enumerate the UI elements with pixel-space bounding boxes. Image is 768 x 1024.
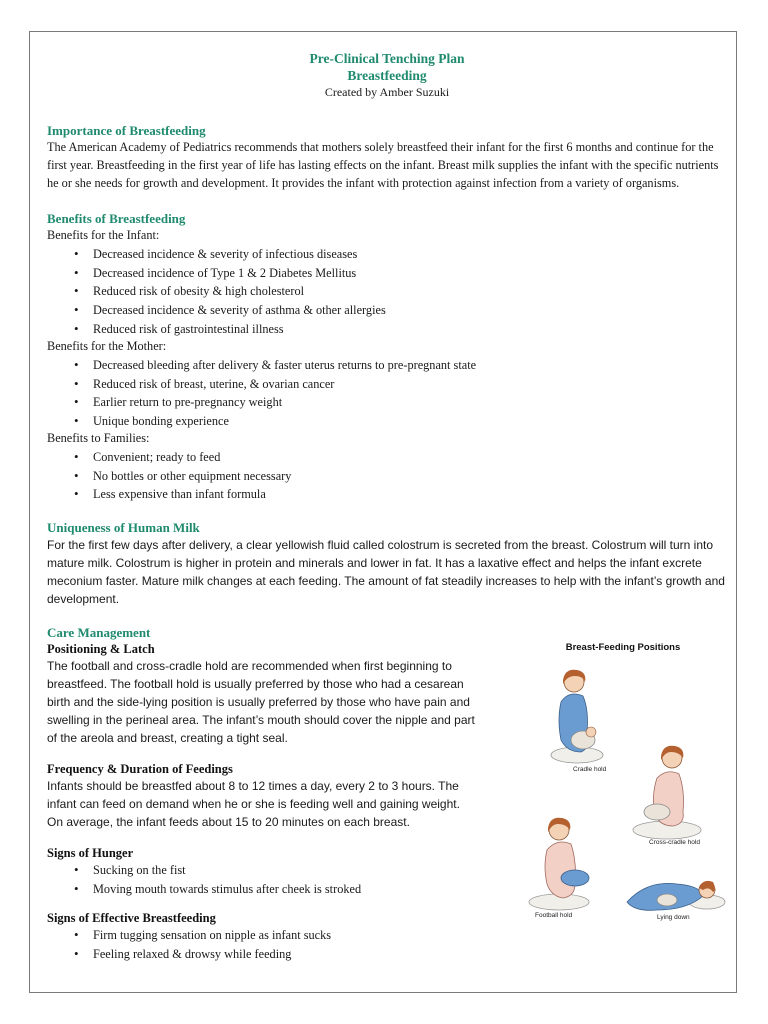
cross-cradle-hold-drawing (633, 746, 701, 839)
list-item: • No bottles or other equipment necessary (93, 467, 727, 486)
document-subtitle: Breastfeeding (347, 68, 427, 83)
hunger-signs-list (47, 861, 479, 898)
cradle-hold-caption: Cradle hold (573, 766, 607, 773)
benefits-families-label: Benefits to Families: (47, 431, 150, 446)
care-section (47, 641, 479, 963)
benefits-infant-label: Benefits for the Infant: (47, 228, 160, 243)
list-item: • Convenient; ready to feed (93, 448, 727, 467)
cross-cradle-hold-caption: Cross-cradle hold (649, 839, 700, 846)
list-item: • Decreased bleeding after delivery & faster uterus returns to pre-pregnant state (93, 356, 727, 375)
list-item: • Moving mouth towards stimulus after cheek is stroked (93, 880, 479, 899)
breastfeeding-positions-figure (517, 640, 729, 925)
document-page (29, 31, 737, 993)
benefits-mother-label: Benefits for the Mother: (47, 339, 167, 354)
list-item: • Decreased incidence & severity of asthma & other allergies (93, 301, 727, 320)
list-item: • Reduced risk of gastrointestinal illness (93, 320, 727, 339)
list-item: • Firm tugging sensation on nipple as infant sucks (93, 926, 479, 945)
infant-benefits-list (47, 245, 727, 338)
lying-down-caption: Lying down (657, 914, 690, 921)
effective-signs-list (47, 926, 479, 963)
importance-heading: Importance of Breastfeeding (47, 123, 206, 138)
positions-illustration (517, 640, 729, 925)
lying-down-drawing (627, 881, 725, 910)
cradle-hold-drawing (551, 670, 603, 763)
care-heading: Care Management (47, 624, 151, 640)
positioning-body: The football and cross-cradle hold are recommended when first beginning to breastfeed. The football hold is usually preferred by those who had a cesarean birth and the side-lying position is usually preferred by those who have pain and swelling in the perineal area. The infant’s mouth should cover the nipple and part of the areola and breast, creating a tight seal. (47, 658, 475, 745)
author-byline: Created by Amber Suzuki (324, 85, 450, 99)
list-item: • Decreased incidence & severity of infectious diseases (93, 245, 727, 264)
list-item: • Reduced risk of obesity & high cholesterol (93, 282, 727, 301)
list-item: • Reduced risk of breast, uterine, & ovarian cancer (93, 375, 727, 394)
frequency-heading: Frequency & Duration of Feedings (47, 761, 233, 776)
list-item: • Less expensive than infant formula (93, 485, 727, 504)
uniqueness-heading: Uniqueness of Human Milk (47, 519, 200, 535)
list-item: • Sucking on the fist (93, 861, 479, 880)
list-item: • Unique bonding experience (93, 412, 727, 431)
families-benefits-list (47, 448, 727, 504)
importance-body: The American Academy of Pediatrics recommends that mothers solely breastfeed their infant for the first 6 months and continue for the first year. Breastfeeding in the first year of life has lasting effects on the infant. Breast milk supplies the infant with the specific nutrients he or she needs for growth and development. It provides the infant with protection against infection from a variety of organisms. (47, 140, 719, 190)
list-item: • Decreased incidence of Type 1 & 2 Diabetes Mellitus (93, 264, 727, 283)
list-item: • Feeling relaxed & drowsy while feeding (93, 945, 479, 964)
uniqueness-body: For the first few days after delivery, a clear yellowish fluid called colostrum is secreted from the breast. Colostrum will turn into mature milk. Colostrum is higher in protein and minerals and lower in fat. It has a laxative effect and helps the infant excrete meconium faster. Mature milk changes at each feeding. The amount of fat steadily increases to help with the infant’s growth and development. (47, 537, 725, 606)
football-hold-caption: Football hold (535, 912, 573, 919)
hunger-heading: Signs of Hunger (47, 845, 134, 860)
effective-heading: Signs of Effective Breastfeeding (47, 911, 216, 926)
list-item: • Earlier return to pre-pregnancy weight (93, 393, 727, 412)
document-title: Pre-Clinical Tenching Plan (309, 51, 465, 66)
benefits-heading: Benefits of Breastfeeding (47, 211, 186, 227)
mother-benefits-list (47, 356, 727, 430)
figure-title: Breast-Feeding Positions (565, 642, 681, 653)
document-content (47, 50, 727, 963)
frequency-body: Infants should be breastfed about 8 to 12 times a day, every 2 to 3 hours. The infant can feed on demand when he or she is feeding well and gaining weight. On average, the infant feeds about 15 to 20 minutes on each breast. (47, 778, 460, 829)
positioning-heading: Positioning & Latch (47, 641, 155, 656)
football-hold-drawing (529, 818, 589, 910)
